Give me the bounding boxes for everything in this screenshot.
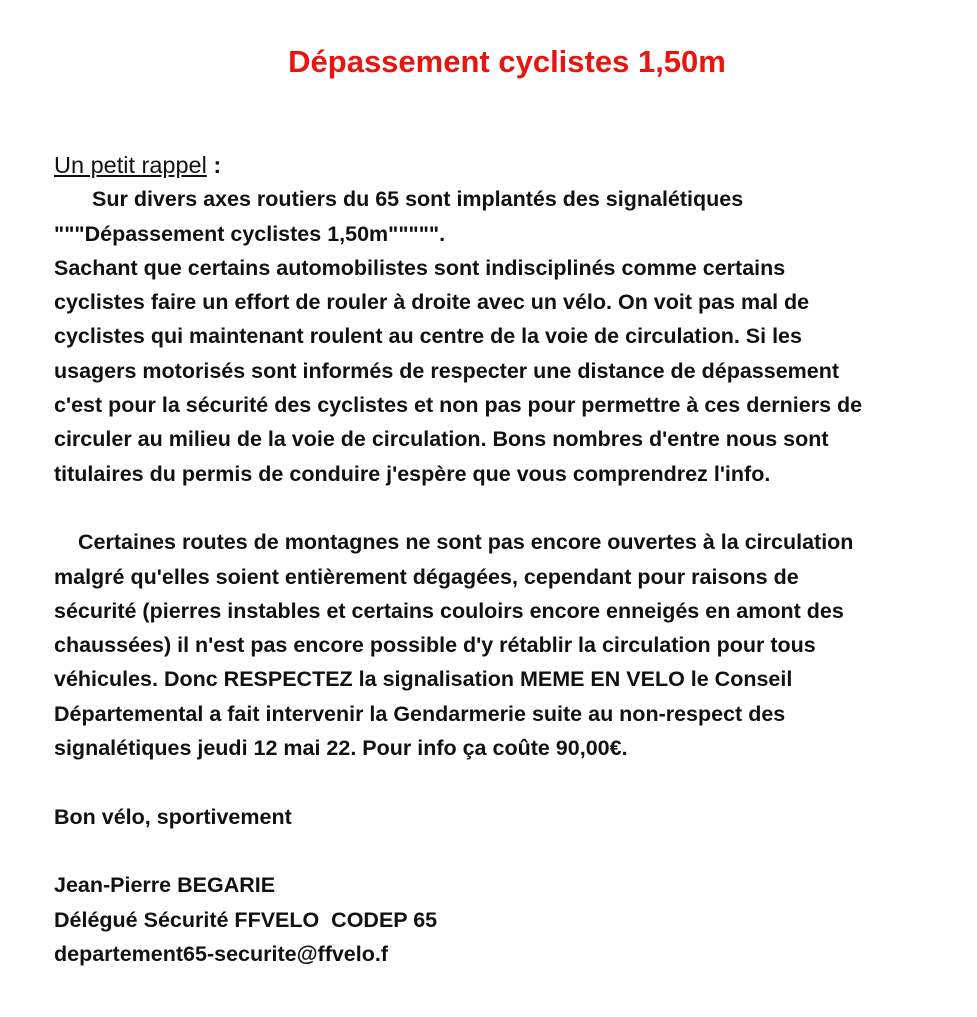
paragraph-line: Sachant que certains automobilistes sont indisciplinés comme certains xyxy=(54,255,786,280)
page-title: Dépassement cyclistes 1,50m xyxy=(288,44,726,79)
paragraph-line: Certaines routes de montagnes ne sont pas encore ouvertes à la circulation xyxy=(78,530,854,555)
paragraph-line: circuler au milieu de la voie de circulation. Bons nombres d'entre nous sont xyxy=(54,427,829,452)
paragraph-spacer xyxy=(54,491,969,525)
paragraph-line: chaussées) il n'est pas encore possible d'y rétablir la circulation pour tous xyxy=(54,633,816,658)
section-heading: Un petit rappel xyxy=(54,152,207,178)
paragraph-line: malgré qu'elles soient entièrement dégagées, cependant pour raisons de xyxy=(54,564,799,589)
paragraph-line: cyclistes faire un effort de rouler à droite avec un vélo. On voit pas mal de xyxy=(54,290,810,315)
paragraph-line: sécurité (pierres instables et certains couloirs encore enneigés en amont des xyxy=(54,598,844,623)
paragraph-spacer xyxy=(54,834,969,868)
paragraph-line: titulaires du permis de conduire j'espère que vous comprendrez l'info. xyxy=(54,461,771,486)
section-heading-colon: : xyxy=(206,152,222,178)
signature-role: Délégué Sécurité FFVELO CODEP 65 xyxy=(54,907,438,932)
signature-name: Jean-Pierre BEGARIE xyxy=(54,873,276,898)
paragraph-line: Départemental a fait intervenir la Gendarmerie suite au non-respect des xyxy=(54,701,786,726)
paragraph-line: Sur divers axes routiers du 65 sont implantés des signalétiques xyxy=(92,187,744,212)
paragraph-line: véhicules. Donc RESPECTEZ la signalisation MEME EN VELO le Conseil xyxy=(54,667,793,692)
paragraph-line: signalétiques jeudi 12 mai 22. Pour info ça coûte 90,00€. xyxy=(54,736,628,761)
document-body xyxy=(54,148,969,971)
paragraph-line: usagers motorisés sont informés de respecter une distance de dépassement xyxy=(54,358,840,383)
closing-line: Bon vélo, sportivement xyxy=(54,804,292,829)
section-heading-line xyxy=(54,148,969,182)
signature-email: departement65-securite@ffvelo.f xyxy=(54,941,389,966)
paragraph-spacer xyxy=(54,765,969,799)
paragraph-line: c'est pour la sécurité des cyclistes et non pas pour permettre à ces derniers de xyxy=(54,393,863,418)
paragraph-line: """Dépassement cyclistes 1,50m""""". xyxy=(54,221,446,246)
paragraph-line: cyclistes qui maintenant roulent au centre de la voie de circulation. Si les xyxy=(54,324,802,349)
